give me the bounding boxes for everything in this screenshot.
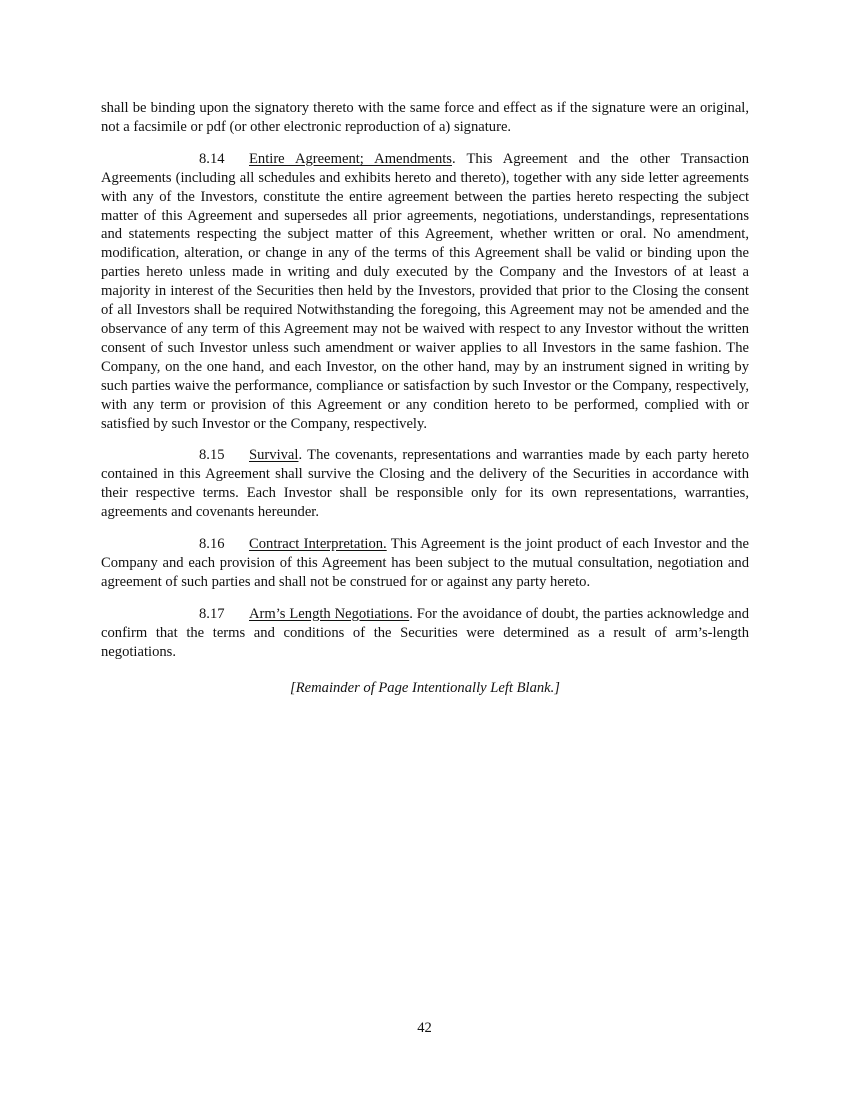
remainder-note: [Remainder of Page Intentionally Left Blank.] — [290, 680, 560, 697]
document-page — [101, 99, 749, 698]
intro-paragraph — [101, 99, 749, 137]
section-body: The covenants, representations and warranties made by each party hereto contained in this Agreement shall survive the Closing and the delivery of the Securities in accordance with their respective terms. Each Investor shall be responsible only for its own representations, warranties, agreements and covenants hereunder. — [101, 447, 749, 521]
section-body: This Agreement and the other Transaction Agreements (including all schedules and exhibits hereto and thereto), together with any side letter agreements with any of the Investors, constitute the entire agreement between the parties hereto respecting the subject matter of this Agreement and supersedes all prior agreements, negotiations, understandings, representations and statements respecting the subject matter of this Agreement, whether written or oral. No amendment, modification, alteration, or change in any of the terms of this Agreement shall be valid or binding upon the parties hereto unless made in writing and duly executed by the Company and the Investors of at least a majority in interest of the Securities then held by the Investors, provided that prior to the Closing the consent of all Investors shall be required Notwithstanding the foregoing, this Agreement may not be amended and the observance of any term of this Agreement may not be waived with respect to any Investor without the written consent of such Investor unless such amendment or waiver applies to all Investors in the same fashion. The Company, on the one hand, and each Investor, on the other hand, may by an instrument signed in writing by such parties waive the performance, compliance or satisfaction by such Investor or the Company, respectively, with any term or provision of this Agreement or any condition hereto to be performed, complied with or satisfied by such Investor or the Company, respectively. — [101, 150, 749, 432]
section-heading: Contract Interpretation. — [249, 536, 387, 553]
section-heading-suffix: . — [409, 605, 413, 622]
section-8-16 — [101, 535, 749, 592]
section-heading: Arm’s Length Negotiations — [249, 605, 410, 622]
page-number: 42 — [417, 1020, 432, 1036]
section-8-15 — [101, 446, 749, 522]
section-heading-suffix: . — [298, 447, 303, 464]
section-number: 8.15 — [199, 447, 225, 464]
section-number: 8.16 — [199, 536, 225, 553]
section-body: This Agreement is the joint product of each Investor and the Company and each provision of this Agreement has been subject to the mutual consultation, negotiation and agreement of such parties and shall not be construed for or against any party hereto. — [101, 536, 749, 590]
section-number: 8.14 — [199, 150, 225, 167]
intro-text: shall be binding upon the signatory thereto with the same force and effect as if the signature were an original, not a facsimile or pdf (or other electronic reproduction of a) signature. — [101, 100, 749, 135]
section-8-14 — [101, 150, 749, 434]
section-8-17 — [101, 605, 749, 662]
section-body: For the avoidance of doubt, the parties acknowledge and confirm that the terms and conditions of the Securities were determined as a result of arm’s-length negotiations. — [101, 605, 749, 660]
section-heading-suffix: . — [451, 150, 456, 167]
section-number: 8.17 — [199, 605, 225, 622]
section-heading: Entire Agreement; Amendments — [249, 150, 452, 167]
section-heading: Survival — [249, 447, 299, 464]
